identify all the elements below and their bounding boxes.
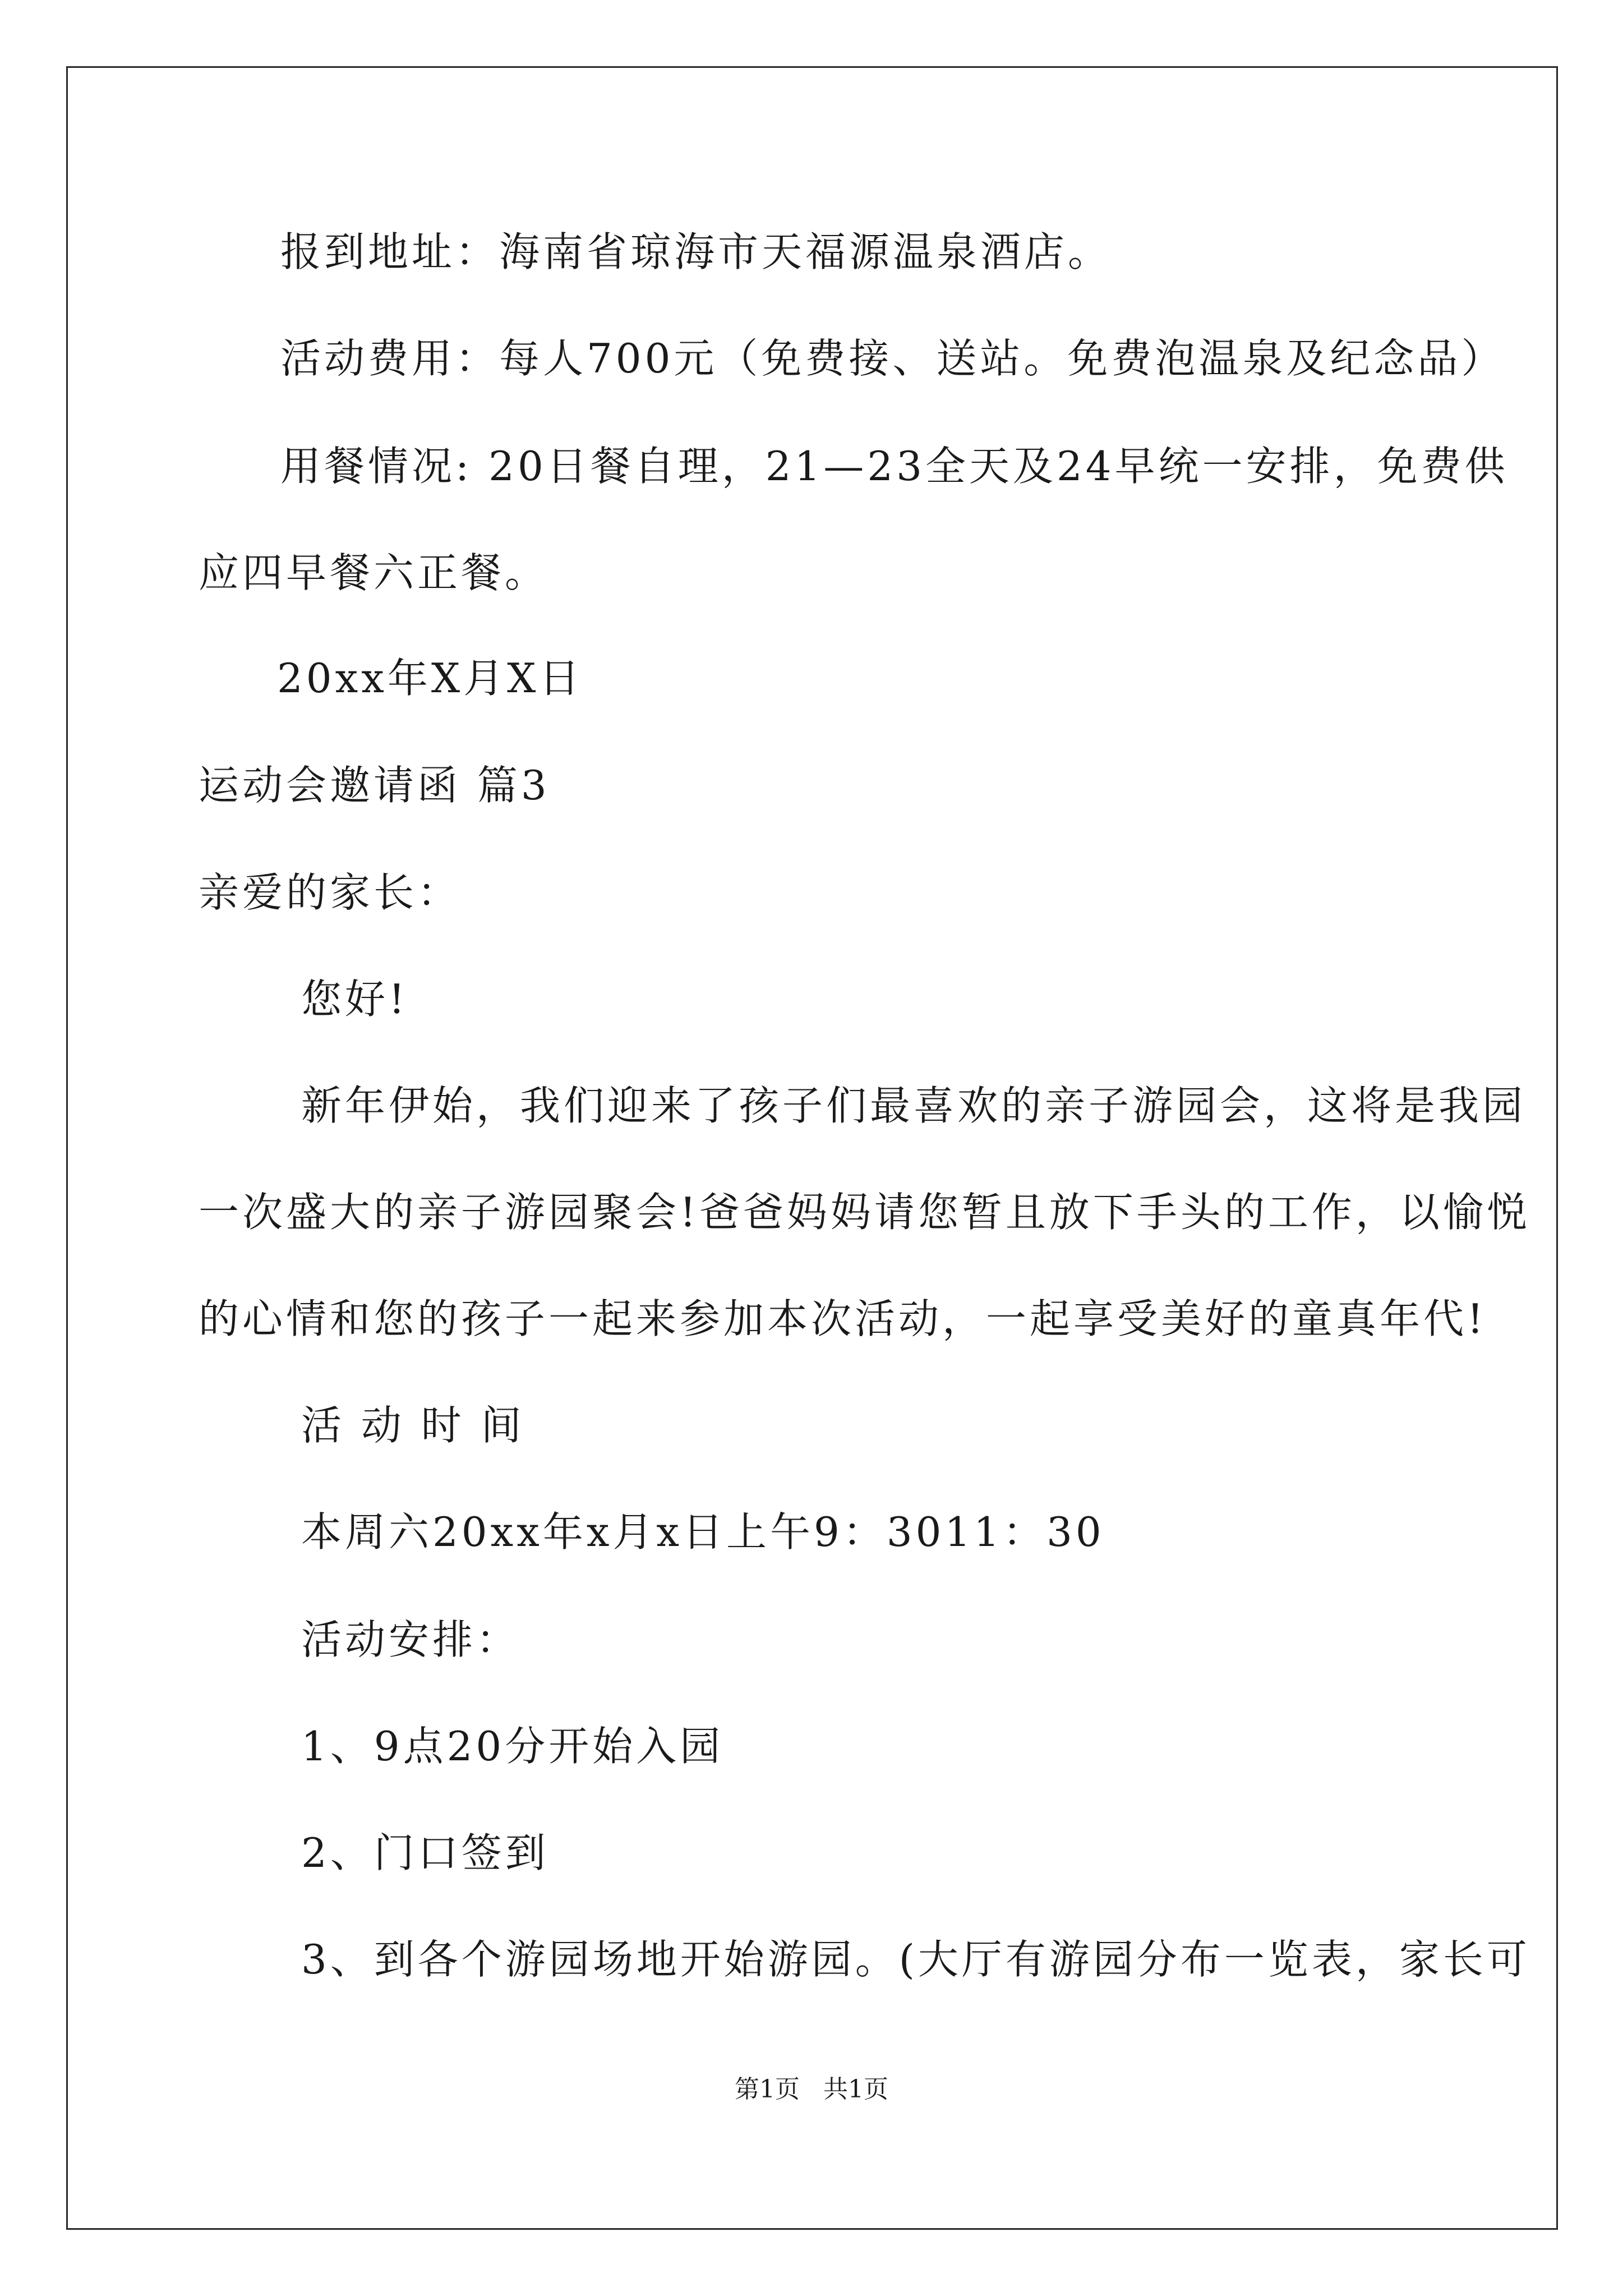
- page-border: [66, 66, 1558, 2230]
- text-line-meal-info: 用餐情况: 20日餐自理，21—23全天及24早统一安排，免费供: [280, 443, 1509, 490]
- text-line-paragraph-3: 的心情和您的孩子一起来参加本次活动，一起享受美好的童真年代!: [199, 1295, 1487, 1342]
- text-line-salutation: 亲爱的家长：: [199, 869, 462, 916]
- text-line-activity-time: 本周六20xx年x月x日上午9：3011：30: [301, 1508, 1105, 1556]
- text-line-greeting: 您好!: [301, 976, 408, 1023]
- text-line-date: 20xx年X月X日: [277, 655, 583, 702]
- text-line-activity-time-heading: 活 动 时 间: [301, 1402, 525, 1449]
- text-line-paragraph-1: 新年伊始，我们迎来了孩子们最喜欢的亲子游园会，这将是我园: [301, 1082, 1527, 1129]
- section-title: 运动会邀请函 篇3: [199, 762, 550, 809]
- list-item-1: 1、9点20分开始入园: [301, 1723, 724, 1770]
- list-item-3: 3、到各个游园场地开始游园。(大厅有游园分布一览表，家长可: [301, 1936, 1530, 1983]
- text-line-meal-info-cont: 应四早餐六正餐。: [199, 549, 549, 596]
- text-line-paragraph-2: 一次盛大的亲子游园聚会!爸爸妈妈请您暂且放下手头的工作，以愉悦: [199, 1189, 1530, 1236]
- text-line-schedule-heading: 活动安排：: [301, 1616, 520, 1663]
- list-item-2: 2、门口签到: [301, 1829, 549, 1876]
- text-line-report-address: 报到地址：海南省琼海市天福源温泉酒店。: [280, 228, 1112, 275]
- text-line-activity-fee: 活动费用：每人700元（免费接、送站。免费泡温泉及纪念品）: [280, 335, 1505, 382]
- page-footer: 第1页 共1页: [735, 2075, 888, 2104]
